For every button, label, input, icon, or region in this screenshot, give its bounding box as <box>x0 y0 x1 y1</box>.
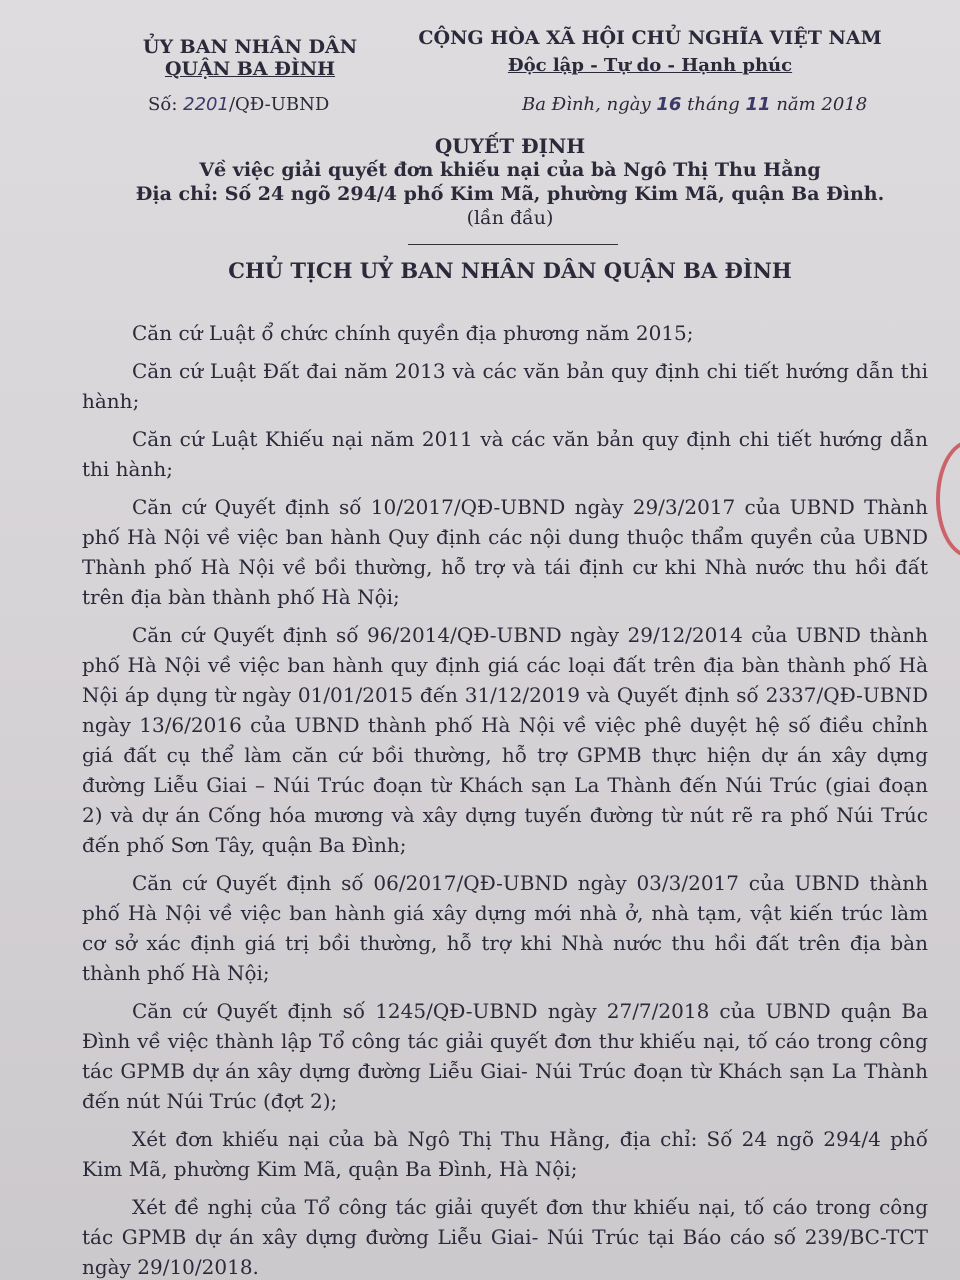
consideration-paragraph: Xét đề nghị của Tổ công tác giải quyết đơn thư khiếu nại, tố cáo trong công tác GPMB dự án xây dựng đường Liễu Giai- Núi Trúc tại Báo cáo số 239/BC-TCT ngày 29/10/2018. <box>82 1195 928 1279</box>
document-date <box>522 94 867 115</box>
date-prefix: Ba Đình, ngày <box>522 94 657 115</box>
legal-basis-paragraph: Căn cứ Quyết định số 1245/QĐ-UBND ngày 27/7/2018 của UBND quận Ba Đình về việc thành lập Tổ công tác giải quyết đơn thư khiếu nại, tố cáo trong công tác GPMB dự án xây dựng đường Liễu Giai- Núi Trúc đoạn từ Khách sạn La Thành đến nút Núi Trúc (đợt 2); <box>82 999 928 1113</box>
doc-no-prefix: Số: <box>148 94 184 115</box>
decision-subject: Về việc giải quyết đơn khiếu nại của bà Ngô Thị Thu Hằng <box>199 159 821 181</box>
issuing-authority: CHỦ TỊCH UỶ BAN NHÂN DÂN QUẬN BA ĐÌNH <box>228 258 792 283</box>
decision-round: (lần đầu) <box>466 207 554 229</box>
issuing-agency <box>120 36 380 80</box>
agency-line-2: QUẬN BA ĐÌNH <box>164 58 336 80</box>
legal-basis-paragraph: Căn cứ Quyết định số 96/2014/QĐ-UBND ngày 29/12/2014 của UBND thành phố Hà Nội về việc ban hành quy định giá các loại đất trên địa bàn thành phố Hà Nội áp dụng từ ngày 01/01/2015 đến 31/12/2019 và Quyết định số 2337/QĐ-UBND ngày 13/6/2016 của UBND thành phố Hà Nội về việc phê duyệt hệ số điều chỉnh giá đất cụ thể làm căn cứ bồi thường, hỗ trợ GPMB thực hiện dự án xây dựng đường Liễu Giai – Núi Trúc đoạn từ Khách sạn La Thành đến Núi Trúc (giai đoạn 2) và dự án Cống hóa mương và xây dựng tuyến đường từ nút rẽ ra phố Núi Trúc đến phố Sơn Tây, quận Ba Đình; <box>82 623 928 857</box>
title-divider <box>408 244 618 245</box>
legal-basis-paragraph: Căn cứ Quyết định số 06/2017/QĐ-UBND ngày 03/3/2017 của UBND thành phố Hà Nội về việc ban hành giá xây dựng mới nhà ở, nhà tạm, vật kiến trúc làm cơ sở xác định giá trị bồi thường, hỗ trợ khi Nhà nước thu hồi đất trên địa bàn thành phố Hà Nội; <box>82 871 928 985</box>
agency-line-1: ỦY BAN NHÂN DÂN <box>142 36 358 58</box>
decision-heading: QUYẾT ĐỊNH <box>434 134 586 158</box>
national-motto: Độc lập - Tự do - Hạnh phúc <box>507 55 793 76</box>
legal-basis-paragraph: Căn cứ Quyết định số 10/2017/QĐ-UBND ngày 29/3/2017 của UBND Thành phố Hà Nội về việc ban hành Quy định các nội dung thuộc thẩm quyền của UBND Thành phố Hà Nội về bồi thường, hỗ trợ và tái định cư khi Nhà nước thu hồi đất trên địa bàn thành phố Hà Nội; <box>82 495 928 609</box>
document-body <box>82 318 928 1280</box>
date-suffix: năm 2018 <box>770 94 868 115</box>
doc-no-suffix: /QĐ-UBND <box>228 94 330 115</box>
national-heading <box>400 24 900 80</box>
date-mid: tháng <box>681 94 746 115</box>
consideration-paragraph: Xét đơn khiếu nại của bà Ngô Thị Thu Hằng, địa chỉ: Số 24 ngõ 294/4 phố Kim Mã, phường Kim Mã, quận Ba Đình, Hà Nội; <box>82 1127 928 1181</box>
legal-basis-paragraph: Căn cứ Luật Khiếu nại năm 2011 và các văn bản quy định chi tiết hướng dẫn thi hành; <box>82 427 928 481</box>
doc-no-handwritten: 2201 <box>183 94 229 115</box>
legal-basis-paragraph: Căn cứ Luật ổ chức chính quyền địa phương năm 2015; <box>132 321 694 345</box>
date-month: 11 <box>745 94 771 115</box>
date-day: 16 <box>656 94 682 115</box>
decision-title <box>110 134 910 230</box>
decision-address: Địa chỉ: Số 24 ngõ 294/4 phố Kim Mã, phường Kim Mã, quận Ba Đình. <box>135 183 885 205</box>
nation-name: CỘNG HÒA XÃ HỘI CHỦ NGHĨA VIỆT NAM <box>418 27 882 49</box>
document-number <box>148 94 329 115</box>
legal-basis-paragraph: Căn cứ Luật Đất đai năm 2013 và các văn bản quy định chi tiết hướng dẫn thi hành; <box>82 359 928 413</box>
red-stamp-icon <box>936 440 960 558</box>
